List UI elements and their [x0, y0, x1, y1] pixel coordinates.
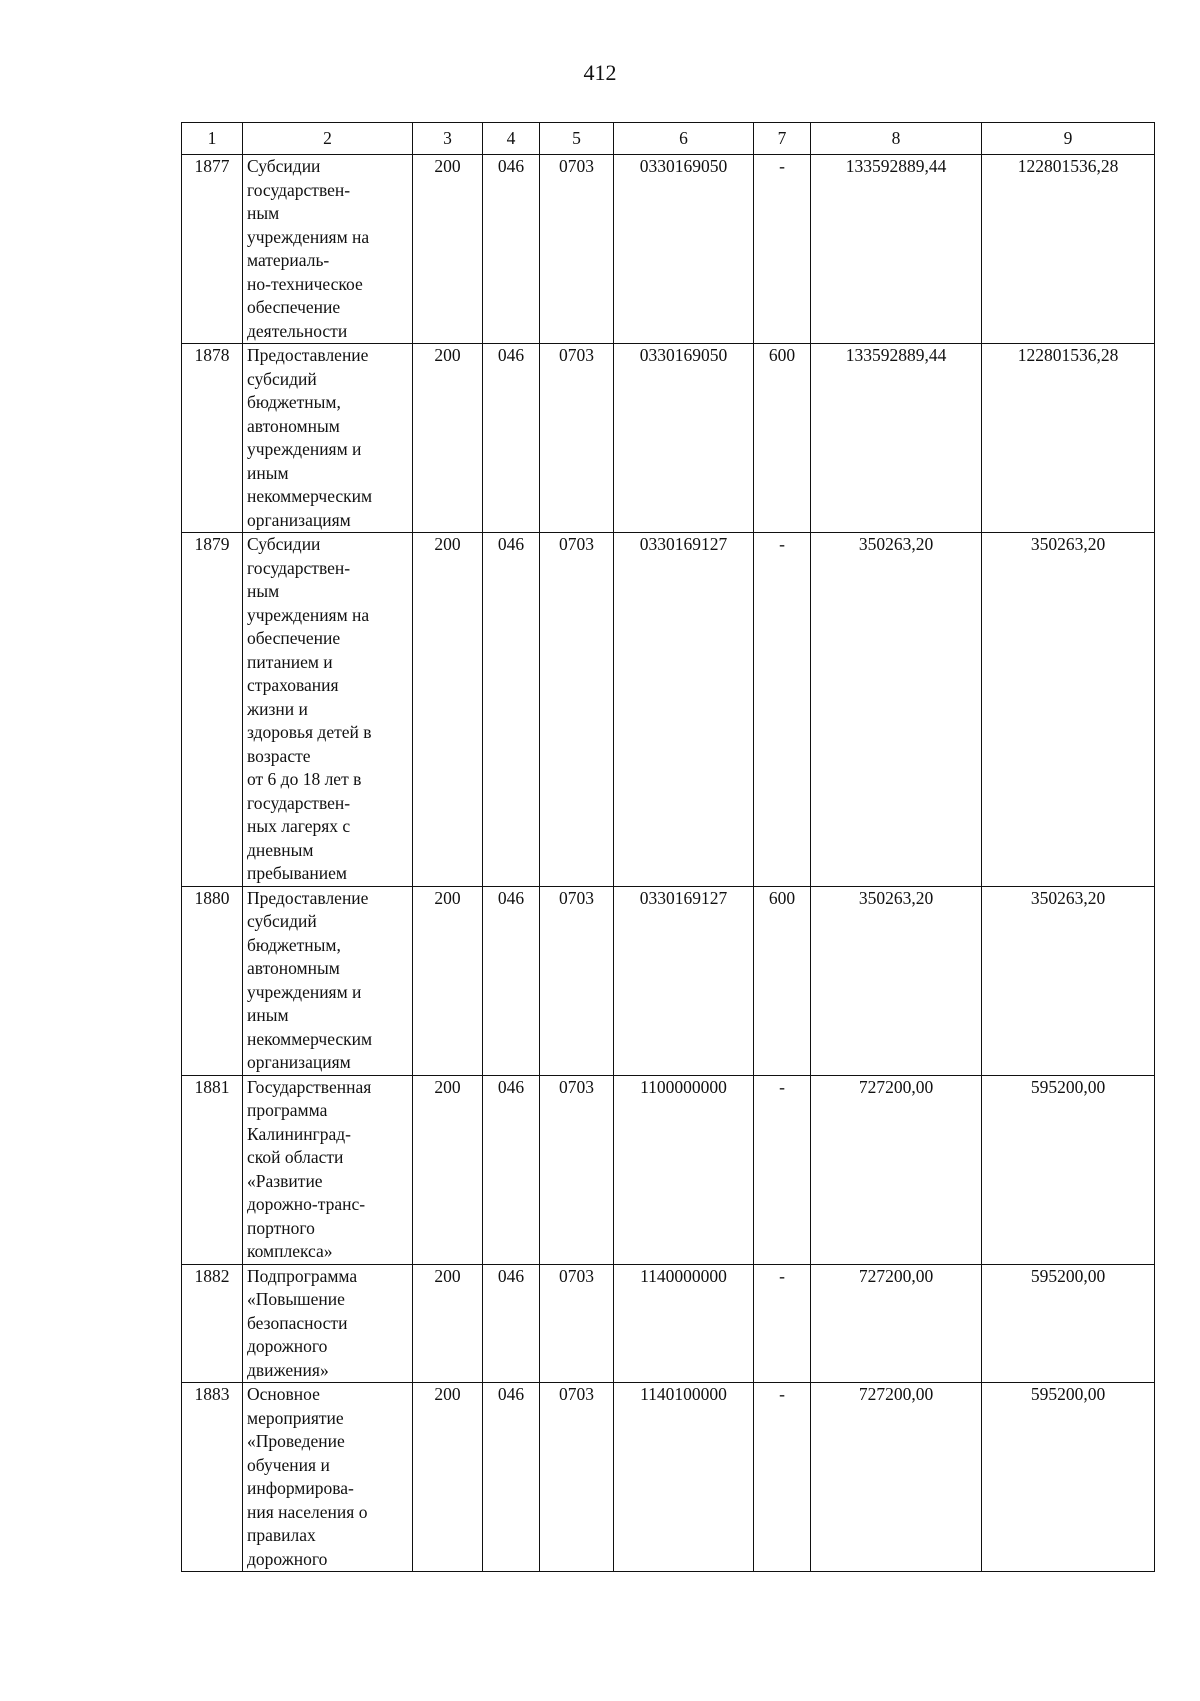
- description-line: безопасности: [247, 1312, 348, 1333]
- row-number: 1877: [182, 155, 243, 344]
- description-line: от 6 до 18 лет в: [247, 769, 362, 789]
- description-line: Субсидии: [247, 156, 321, 176]
- description-line: пребыванием: [247, 863, 347, 883]
- description-line: портного: [247, 1217, 315, 1238]
- description-line: но-техническое: [247, 273, 363, 294]
- description-line: дневным: [247, 839, 314, 860]
- row-col-8: 350263,20: [811, 886, 982, 1075]
- row-col-8: 133592889,44: [811, 155, 982, 344]
- table-row: [182, 533, 1155, 887]
- description-line: возрасте: [247, 745, 311, 766]
- description-line: Субсидии: [247, 534, 321, 554]
- description-line: иным: [247, 462, 289, 483]
- row-col-6: 0330169050: [614, 155, 754, 344]
- header-col-3: 3: [413, 123, 483, 155]
- description-line: Предоставление: [247, 887, 369, 908]
- header-col-2: 2: [243, 123, 413, 155]
- header-row: [182, 123, 1155, 155]
- table-row: [182, 1383, 1155, 1572]
- table-row: [182, 886, 1155, 1075]
- row-col-8: 133592889,44: [811, 344, 982, 533]
- row-col-7: -: [754, 1264, 811, 1383]
- description-line: государствен-: [247, 792, 351, 813]
- row-col-7: -: [754, 155, 811, 344]
- table-header: [182, 123, 1155, 155]
- row-col-9: 122801536,28: [982, 344, 1155, 533]
- table-row: [182, 1075, 1155, 1264]
- description-line: обеспечение: [247, 297, 341, 317]
- row-col-6: 1140100000: [614, 1383, 754, 1572]
- header-col-9: 9: [982, 123, 1155, 155]
- row-col-7: 600: [754, 886, 811, 1075]
- description-line: информирова-: [247, 1478, 354, 1498]
- description-line: ным: [247, 581, 280, 601]
- row-col-7: -: [754, 1383, 811, 1572]
- row-col-5: 0703: [540, 1075, 614, 1264]
- row-col-9: 595200,00: [982, 1383, 1155, 1572]
- header-col-5: 5: [540, 123, 614, 155]
- description-line: Государственная: [247, 1076, 372, 1097]
- row-col-4: 046: [483, 1075, 540, 1264]
- description-line: Основное: [247, 1384, 320, 1404]
- row-col-3: 200: [413, 1383, 483, 1572]
- description-line: бюджетным,: [247, 392, 341, 412]
- table-row: [182, 344, 1155, 533]
- description-line: «Развитие: [247, 1170, 323, 1191]
- row-col-5: 0703: [540, 155, 614, 344]
- description-line: иным: [247, 1005, 289, 1025]
- row-col-4: 046: [483, 1264, 540, 1383]
- description-line: учреждениям на: [247, 226, 370, 247]
- row-col-9: 122801536,28: [982, 155, 1155, 344]
- row-col-5: 0703: [540, 533, 614, 887]
- row-col-3: 200: [413, 344, 483, 533]
- row-col-9: 350263,20: [982, 533, 1155, 887]
- header-col-1: 1: [182, 123, 243, 155]
- description-line: мероприятие: [247, 1407, 344, 1428]
- budget-table: [181, 122, 1155, 1572]
- description-line: материаль-: [247, 250, 330, 270]
- row-col-9: 350263,20: [982, 886, 1155, 1075]
- row-description: [243, 344, 413, 533]
- row-col-8: 727200,00: [811, 1264, 982, 1383]
- row-description: [243, 1264, 413, 1383]
- page-number: 412: [583, 60, 617, 85]
- description-line: Предоставление: [247, 345, 369, 365]
- table-row: [182, 1264, 1155, 1383]
- row-col-8: 350263,20: [811, 533, 982, 887]
- row-col-8: 727200,00: [811, 1383, 982, 1572]
- description-line: деятельности: [247, 320, 348, 341]
- description-line: Калининград-: [247, 1123, 351, 1144]
- row-description: [243, 1075, 413, 1264]
- description-line: государствен-: [247, 557, 351, 578]
- row-description: [243, 886, 413, 1075]
- row-col-3: 200: [413, 533, 483, 887]
- row-col-4: 046: [483, 886, 540, 1075]
- description-line: ской области: [247, 1147, 344, 1167]
- row-col-4: 046: [483, 344, 540, 533]
- row-number: 1880: [182, 886, 243, 1075]
- description-line: дорожно-транс-: [247, 1194, 366, 1214]
- description-line: ным: [247, 203, 280, 223]
- row-col-4: 046: [483, 533, 540, 887]
- row-number: 1882: [182, 1264, 243, 1383]
- description-line: здоровья детей в: [247, 722, 372, 742]
- row-col-5: 0703: [540, 886, 614, 1075]
- description-line: некоммерческим: [247, 486, 373, 506]
- description-line: ния населения о: [247, 1501, 368, 1522]
- row-description: [243, 533, 413, 887]
- description-line: государствен-: [247, 179, 351, 200]
- row-col-5: 0703: [540, 1264, 614, 1383]
- description-line: «Проведение: [247, 1431, 345, 1451]
- row-col-7: -: [754, 1075, 811, 1264]
- row-col-4: 046: [483, 155, 540, 344]
- row-description: [243, 155, 413, 344]
- table-body: [182, 155, 1155, 1572]
- description-line: учреждениям на: [247, 604, 370, 625]
- description-line: «Повышение: [247, 1289, 345, 1309]
- description-line: Подпрограмма: [247, 1265, 358, 1286]
- description-line: субсидий: [247, 368, 317, 389]
- row-col-6: 0330169050: [614, 344, 754, 533]
- row-col-3: 200: [413, 1264, 483, 1383]
- row-col-6: 0330169127: [614, 533, 754, 887]
- description-line: организациям: [247, 509, 351, 530]
- row-number: 1878: [182, 344, 243, 533]
- row-col-6: 1100000000: [614, 1075, 754, 1264]
- row-col-5: 0703: [540, 344, 614, 533]
- row-col-4: 046: [483, 1383, 540, 1572]
- header-col-6: 6: [614, 123, 754, 155]
- description-line: питанием и: [247, 651, 333, 672]
- description-line: автономным: [247, 415, 340, 436]
- row-col-8: 727200,00: [811, 1075, 982, 1264]
- description-line: дорожного: [247, 1548, 328, 1569]
- description-line: жизни и: [247, 698, 308, 719]
- description-line: движения»: [247, 1359, 329, 1380]
- header-col-8: 8: [811, 123, 982, 155]
- description-line: обеспечение: [247, 628, 341, 648]
- row-number: 1883: [182, 1383, 243, 1572]
- row-col-3: 200: [413, 886, 483, 1075]
- header-col-4: 4: [483, 123, 540, 155]
- row-description: [243, 1383, 413, 1572]
- description-line: автономным: [247, 958, 340, 978]
- table-row: [182, 155, 1155, 344]
- row-number: 1881: [182, 1075, 243, 1264]
- row-col-7: 600: [754, 344, 811, 533]
- row-col-9: 595200,00: [982, 1264, 1155, 1383]
- row-col-3: 200: [413, 1075, 483, 1264]
- row-col-6: 0330169127: [614, 886, 754, 1075]
- description-line: субсидий: [247, 911, 317, 931]
- row-col-9: 595200,00: [982, 1075, 1155, 1264]
- row-col-6: 1140000000: [614, 1264, 754, 1383]
- description-line: комплекса»: [247, 1241, 333, 1261]
- description-line: дорожного: [247, 1336, 328, 1356]
- description-line: обучения и: [247, 1454, 330, 1475]
- description-line: некоммерческим: [247, 1028, 373, 1049]
- description-line: страхования: [247, 675, 339, 695]
- row-col-3: 200: [413, 155, 483, 344]
- description-line: ных лагерях с: [247, 816, 351, 836]
- header-col-7: 7: [754, 123, 811, 155]
- description-line: организациям: [247, 1052, 351, 1072]
- row-col-7: -: [754, 533, 811, 887]
- description-line: правилах: [247, 1525, 316, 1545]
- description-line: бюджетным,: [247, 934, 341, 955]
- row-number: 1879: [182, 533, 243, 887]
- description-line: учреждениям и: [247, 981, 362, 1002]
- row-col-5: 0703: [540, 1383, 614, 1572]
- description-line: программа: [247, 1100, 328, 1120]
- description-line: учреждениям и: [247, 439, 362, 459]
